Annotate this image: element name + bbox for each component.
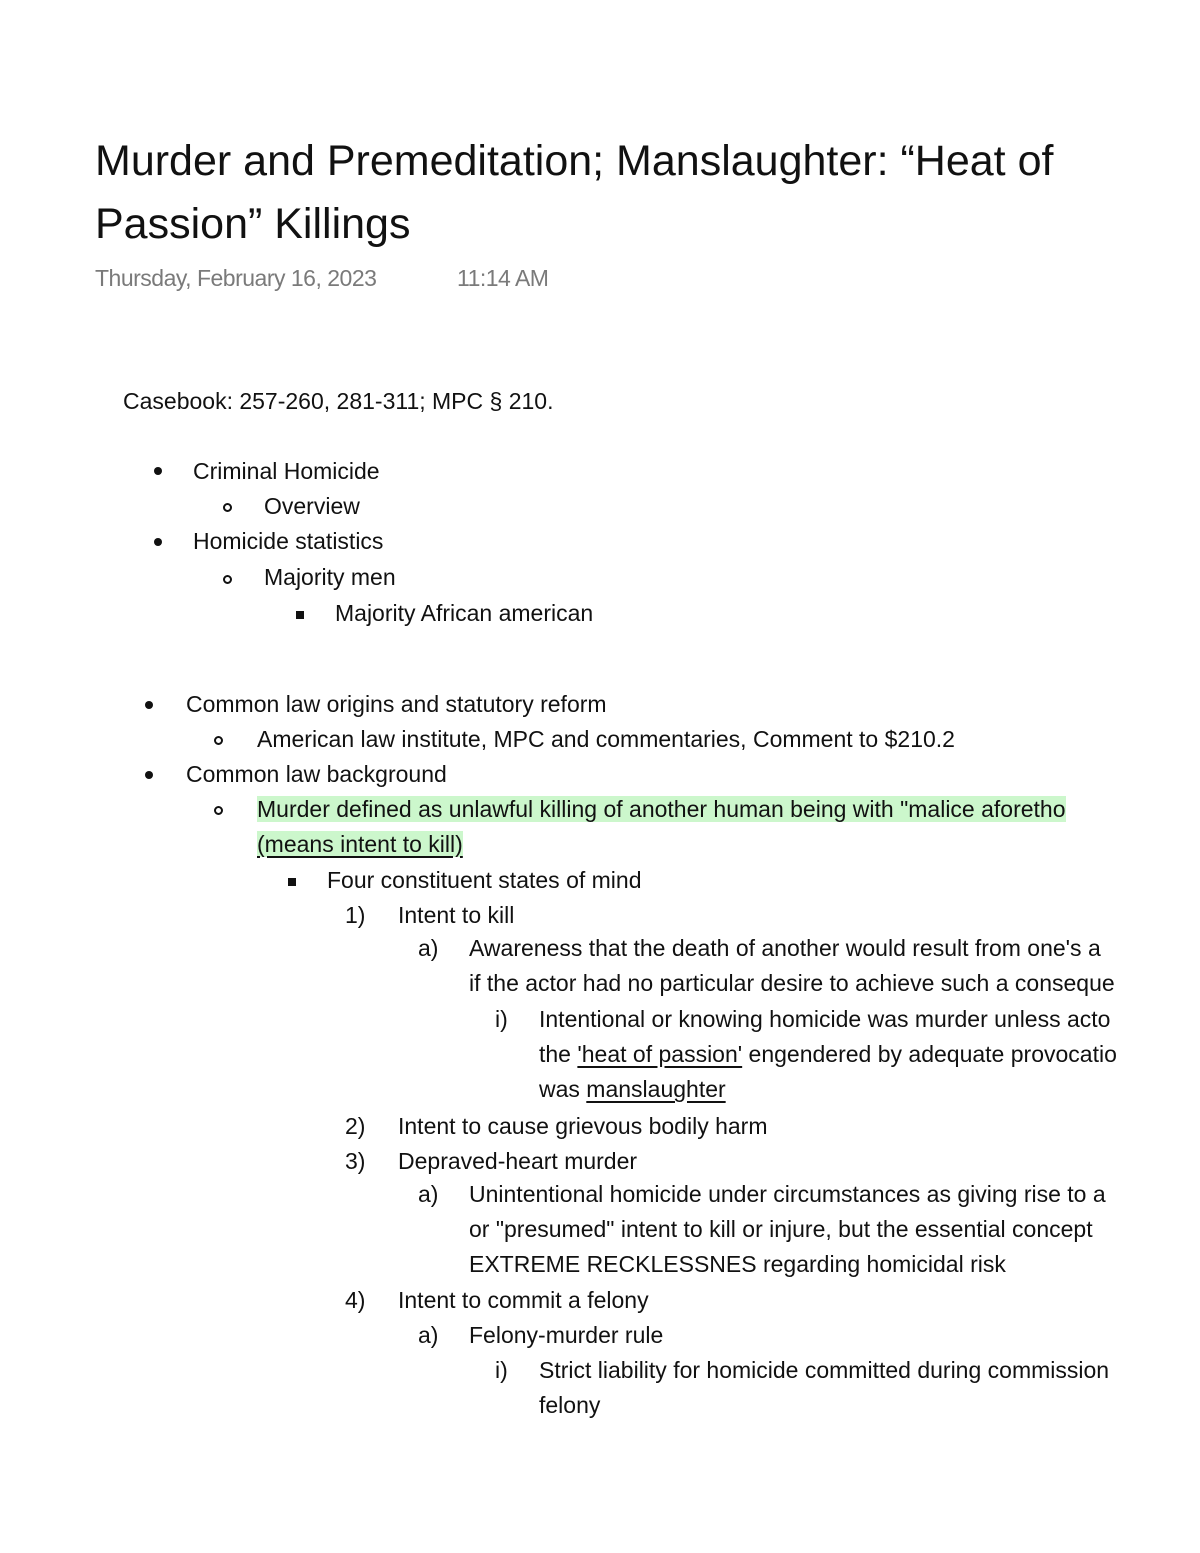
list-number: 3) [345,1148,366,1174]
bullet-circle-icon [214,806,223,815]
list-item-strict-liability: Strict liability for homicide committed during commission [539,1357,1110,1383]
page-title-line-1: Murder and Premeditation; Manslaughter: “Heat of [95,137,1054,185]
bullet-circle-icon [223,503,232,512]
list-item-felony-murder-rule: Felony-murder rule [469,1322,664,1348]
list-item-grievous-bodily-harm: Intent to cause grievous bodily harm [398,1113,768,1139]
text-engendered: engendered by adequate provocatio [742,1041,1117,1067]
list-item-intentional: Intentional or knowing homicide was murder unless acto [539,1006,1111,1032]
list-item-common-law-background: Common law background [186,761,447,787]
list-item-majority-men: Majority men [264,564,396,590]
bullet-dot-icon [154,538,162,546]
list-roman: i) [495,1006,508,1032]
bullet-circle-icon [223,575,232,584]
page-title-line-2: Passion” Killings [95,200,411,248]
list-item-murder-defined [257,792,1066,827]
list-number: 1) [345,902,366,928]
list-item-depraved-heart: Depraved-heart murder [398,1148,638,1174]
text-the: the [539,1041,578,1067]
bullet-circle-icon [214,736,223,745]
list-letter: a) [418,1322,439,1348]
list-item-intentional-continued [539,1037,1117,1072]
list-item-unintentional-continued: or "presumed" intent to kill or injure, but the essential concept [469,1216,1093,1242]
highlight-intent-to-kill: (means intent to kill) [257,831,463,857]
bullet-dot-icon [154,467,162,475]
list-item-intent-to-kill: Intent to kill [398,902,515,928]
bullet-square-icon [296,611,304,619]
casebook-reference: Casebook: 257-260, 281-311; MPC § 210. [123,388,554,414]
page-title [95,130,1200,256]
bullet-dot-icon [145,701,153,709]
list-letter: a) [418,1181,439,1207]
page-bottom-margin [0,1437,1200,1553]
highlight-murder-defined: Murder defined as unlawful killing of another human being with "malice aforetho [257,796,1066,822]
list-item-four-states: Four constituent states of mind [327,867,642,893]
list-item-criminal-homicide: Criminal Homicide [193,458,380,484]
underlined-heat-of-passion: 'heat of passion' [577,1041,743,1067]
list-item-homicide-statistics: Homicide statistics [193,528,384,554]
list-item-overview: Overview [264,493,360,519]
list-letter: a) [418,935,439,961]
bullet-dot-icon [145,771,153,779]
list-item-murder-defined-continued [257,827,463,862]
list-item-intent-to-commit-felony: Intent to commit a felony [398,1287,649,1313]
note-date: Thursday, February 16, 2023 [95,265,377,291]
list-item-unintentional: Unintentional homicide under circumstances as giving rise to a [469,1181,1106,1207]
bullet-square-icon [288,878,296,886]
note-time: 11:14 AM [457,265,549,291]
text-was: was [539,1076,587,1102]
underlined-manslaughter: manslaughter [586,1076,726,1102]
list-number: 2) [345,1113,366,1139]
list-number: 4) [345,1287,366,1313]
list-item-awareness: Awareness that the death of another would result from one's a [469,935,1101,961]
list-item-majority-african-american: Majority African american [335,600,594,626]
list-item-awareness-continued: if the actor had no particular desire to achieve such a conseque [469,970,1115,996]
list-item-unintentional-continued-2: EXTREME RECKLESSNES regarding homicidal risk [469,1251,1006,1277]
list-roman: i) [495,1357,508,1383]
list-item-american-law-institute: American law institute, MPC and commentaries, Comment to $210.2 [257,726,955,752]
list-item-strict-liability-continued: felony [539,1392,601,1418]
list-item-intentional-continued-2 [539,1072,726,1107]
list-item-common-law-origins: Common law origins and statutory reform [186,691,607,717]
